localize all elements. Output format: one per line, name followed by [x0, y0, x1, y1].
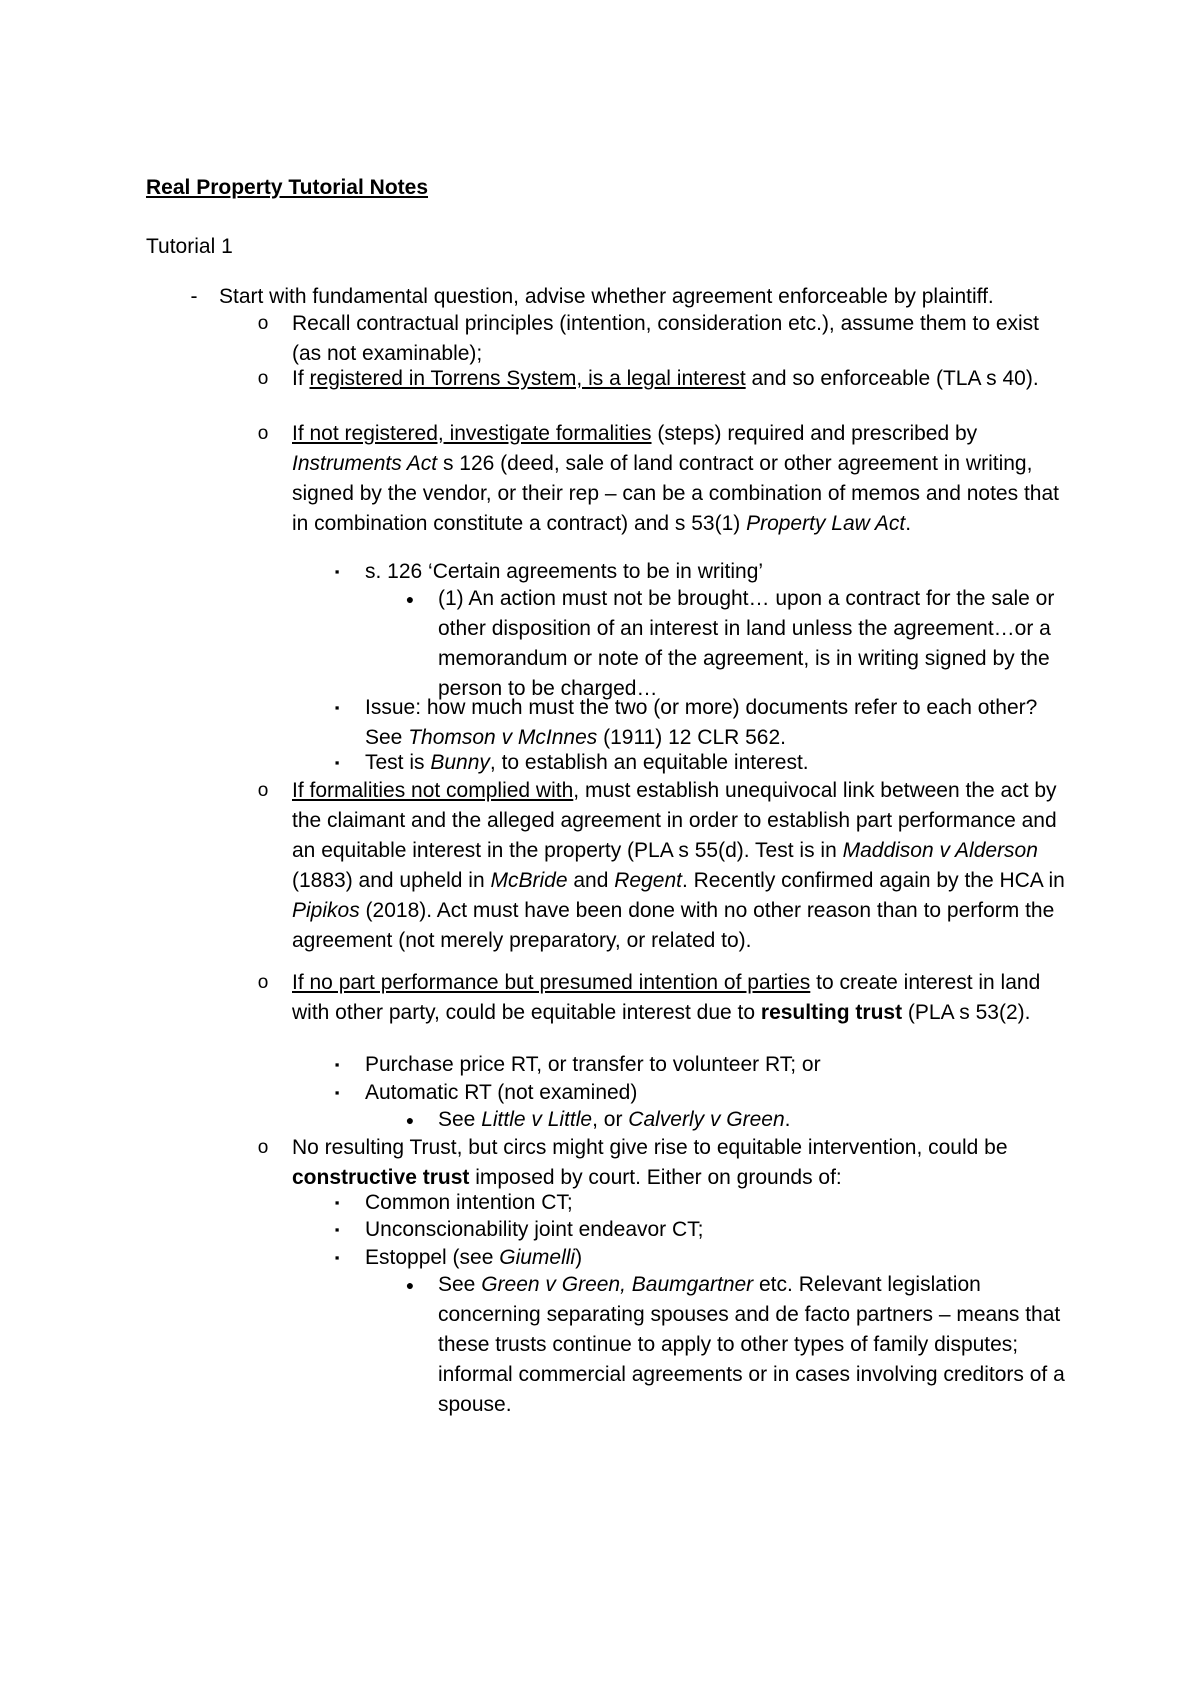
list-item: Recall contractual principles (intention, consideration etc.), assume them to exist (as not examinable);	[292, 312, 1040, 365]
document-title: Real Property Tutorial Notes	[146, 176, 429, 199]
square-bullet: ▪	[334, 1057, 340, 1072]
list-item: No resulting Trust, but circs might give rise to equitable intervention, could be constructive trust imposed by court. Either on grounds of:	[292, 1136, 1008, 1189]
list-item: Automatic RT (not examined)	[365, 1081, 638, 1104]
list-item: See Green v Green, Baumgartner etc. Relevant legislation concerning separating spouses and de facto partners – means that these trusts continue to apply to other types of family disputes; informal commercial agreements or in cases involving creditors of a spouse.	[438, 1273, 1065, 1416]
circle-bullet: o	[257, 972, 269, 993]
list-item: Purchase price RT, or transfer to volunteer RT; or	[365, 1053, 821, 1076]
list-item: Test is Bunny, to establish an equitable interest.	[365, 751, 809, 774]
dot-bullet: ●	[405, 1112, 415, 1128]
list-item: Estoppel (see Giumelli)	[365, 1246, 583, 1269]
circle-bullet: o	[257, 780, 269, 801]
list-item: s. 126 ‘Certain agreements to be in writing’	[365, 560, 764, 583]
list-item: Issue: how much must the two (or more) documents refer to each other? See Thomson v McInnes (1911) 12 CLR 562.	[365, 696, 1038, 749]
list-item: Unconscionability joint endeavor CT;	[365, 1218, 704, 1241]
list-item: See Little v Little, or Calverly v Green.	[438, 1108, 791, 1131]
square-bullet: ▪	[334, 755, 340, 770]
list-item: Start with fundamental question, advise whether agreement enforceable by plaintiff.	[219, 285, 994, 308]
dot-bullet: ●	[405, 591, 415, 607]
list-item: Common intention CT;	[365, 1191, 573, 1214]
list-item: (1) An action must not be brought… upon a contract for the sale or other disposition of an interest in land unless the agreement…or a memorandum or note of the agreement, is in writing signed by the person to be charged…	[438, 587, 1055, 700]
square-bullet: ▪	[334, 1085, 340, 1100]
circle-bullet: o	[257, 423, 269, 444]
square-bullet: ▪	[334, 700, 340, 715]
square-bullet: ▪	[334, 564, 340, 579]
dot-bullet: ●	[405, 1277, 415, 1293]
tutorial-heading: Tutorial 1	[146, 235, 233, 258]
square-bullet: ▪	[334, 1250, 340, 1265]
list-item: If formalities not complied with, must establish unequivocal link between the act by the claimant and the alleged agreement in order to establish part performance and an equitable interest in the property (PLA s 55(d). Test is in Maddison v Alderson (1883) and upheld in McBride and Regent. Recently confirmed again by the HCA in Pipikos (2018). Act must have been done with no other reason than to perform the agreement (not merely preparatory, or related to).	[292, 779, 1065, 952]
dash-bullet: -	[190, 285, 198, 308]
list-item: If registered in Torrens System, is a legal interest and so enforceable (TLA s 40).	[292, 367, 1039, 390]
circle-bullet: o	[257, 313, 269, 334]
square-bullet: ▪	[334, 1195, 340, 1210]
square-bullet: ▪	[334, 1222, 340, 1237]
circle-bullet: o	[257, 1137, 269, 1158]
list-item: If no part performance but presumed intention of parties to create interest in land with other party, could be equitable interest due to resulting trust (PLA s 53(2).	[292, 971, 1041, 1024]
circle-bullet: o	[257, 368, 269, 389]
list-item: If not registered, investigate formalities (steps) required and prescribed by Instruments Act s 126 (deed, sale of land contract or other agreement in writing, signed by the vendor, or their rep – can be a combination of memos and notes that in combination constitute a contract) and s 53(1) Property Law Act.	[292, 422, 1059, 535]
